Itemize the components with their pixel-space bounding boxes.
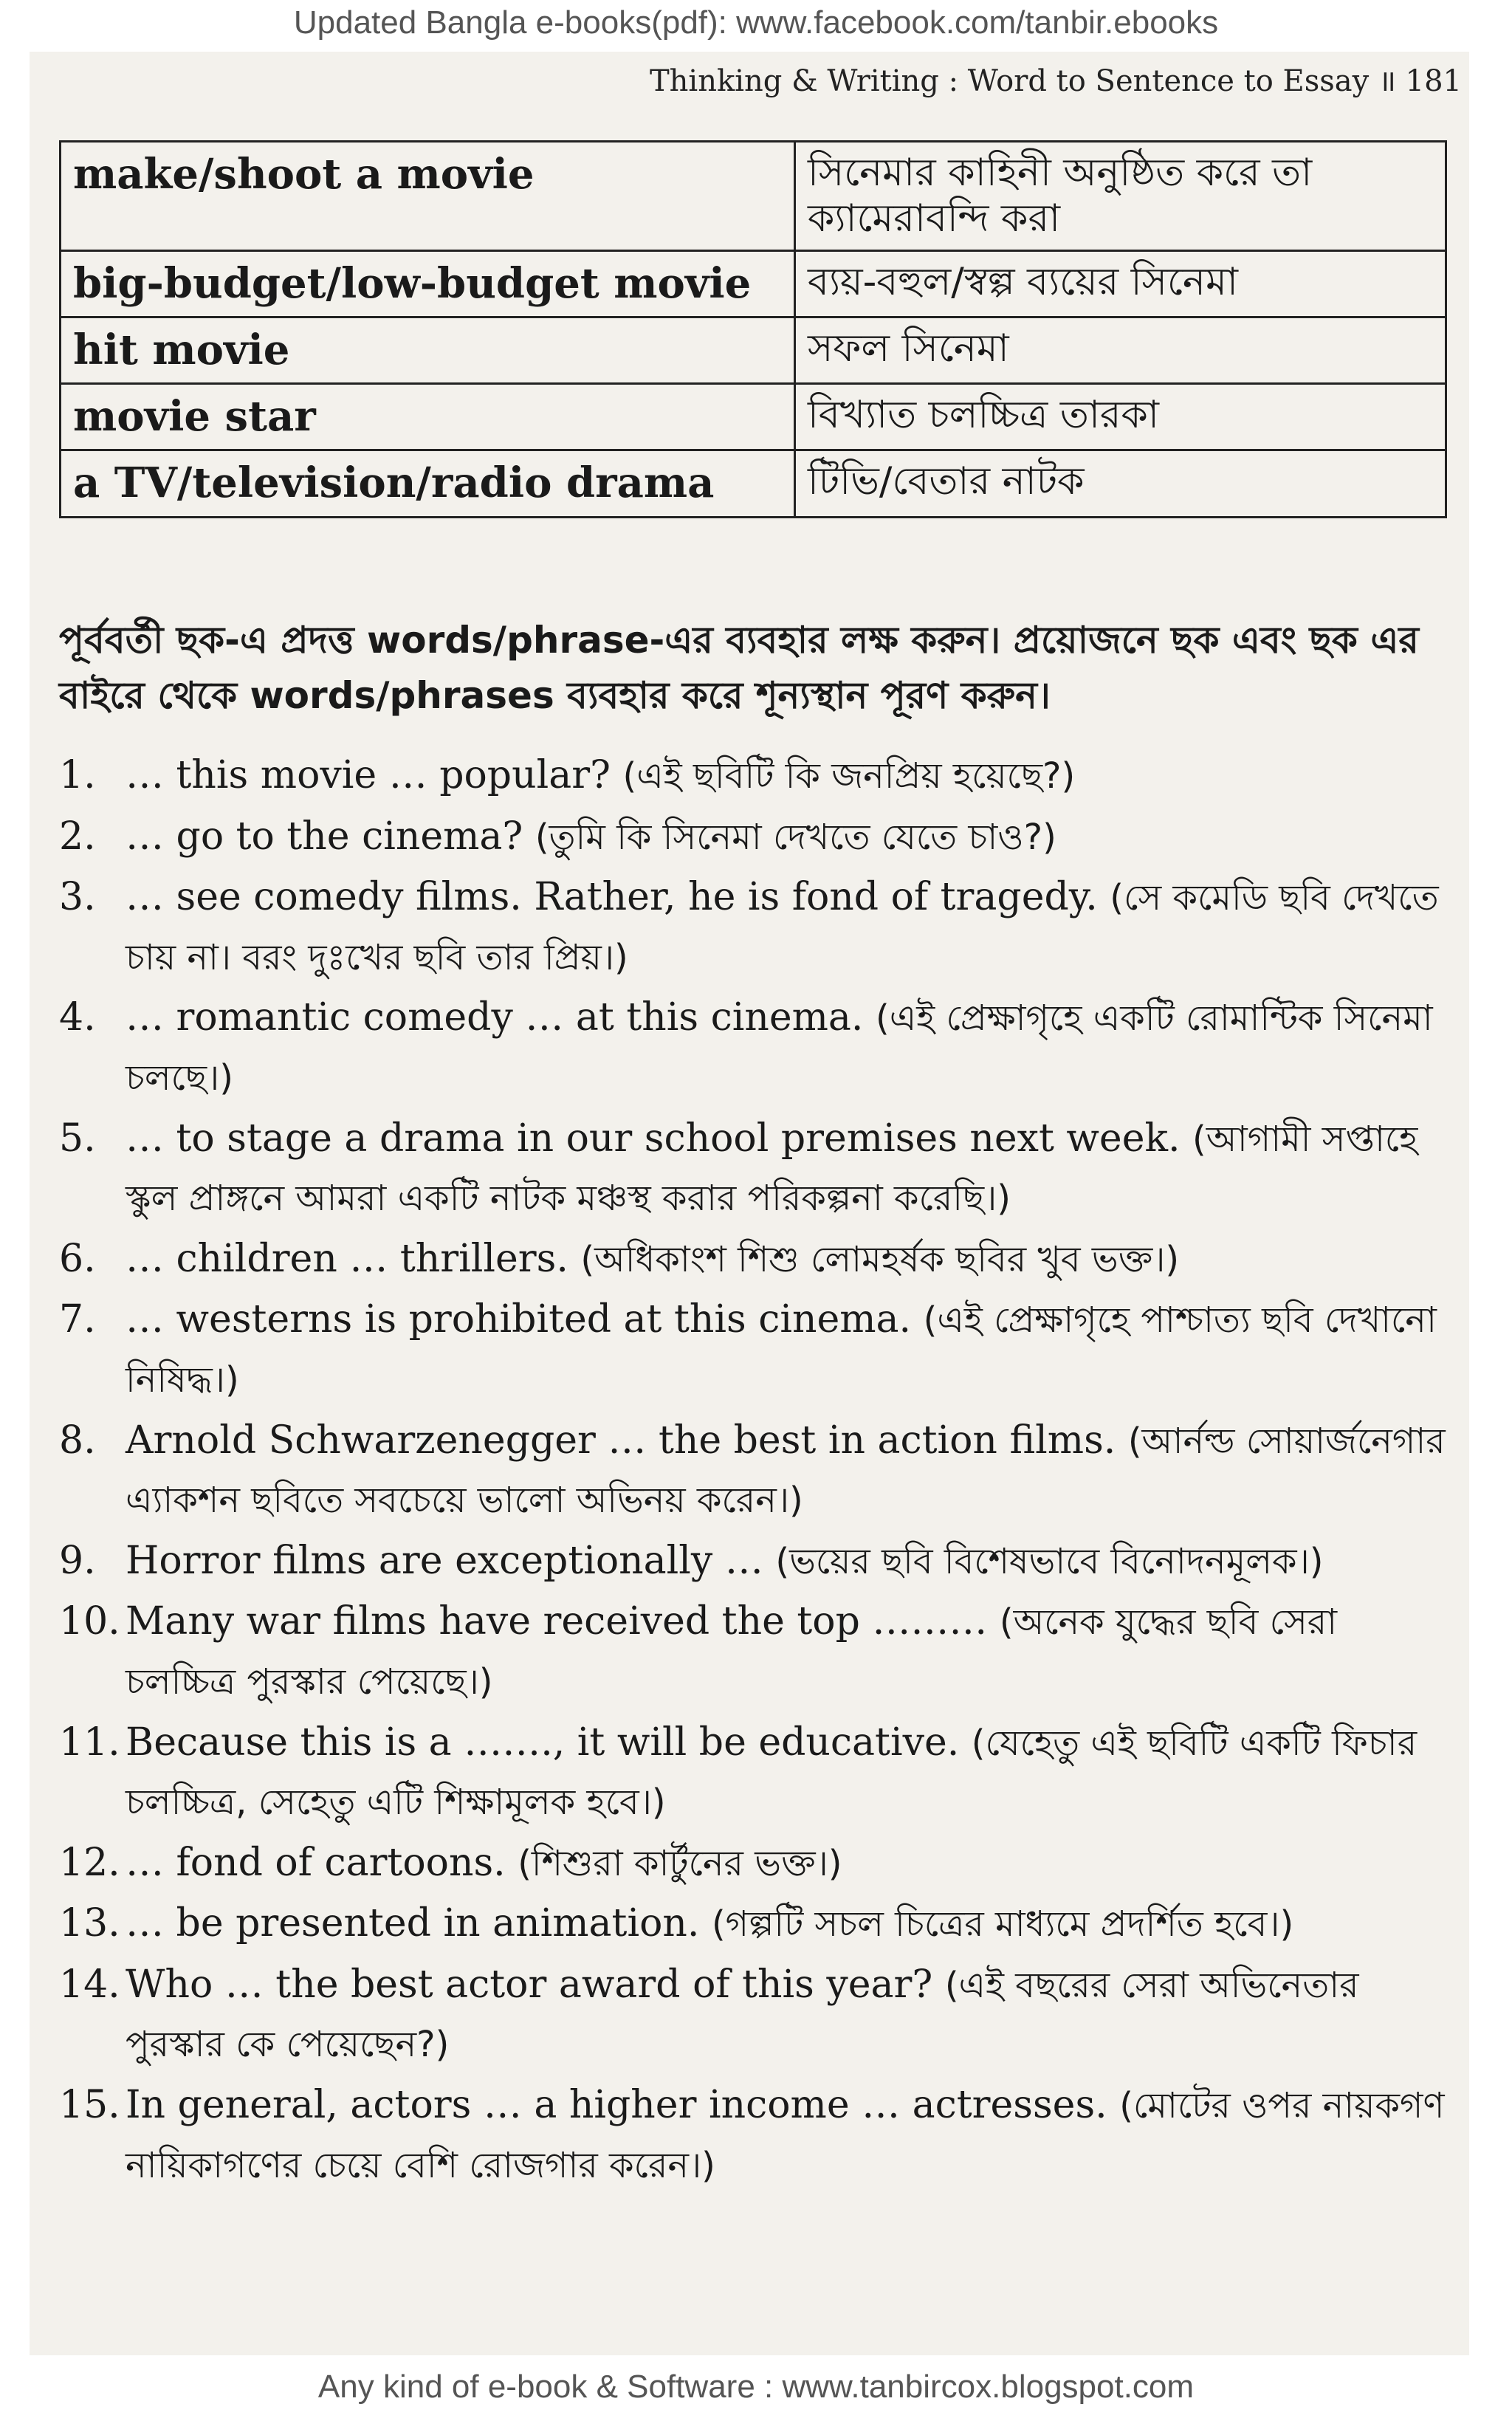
exercise-number: 10.	[59, 1599, 120, 1644]
exercise-bangla: (তুমি কি সিনেমা দেখতে যেতে চাও?)	[535, 816, 1056, 858]
vocab-meaning: বিখ্যাত চলচ্চিত্র তারকা	[795, 384, 1446, 450]
exercise-number: 5.	[59, 1116, 96, 1161]
exercise-bangla: (এই বছরের সেরা অভিনেতার পুরস্কার কে পেয়েছেন?)	[126, 1964, 1359, 2066]
exercise-item	[59, 1531, 1447, 1591]
exercise-english: Horror films are exceptionally …	[126, 1538, 763, 1583]
exercise-bangla: (যেহেতু এই ছবিটি একটি ফিচার চলচ্চিত্র, সেহেতু এটি শিক্ষামূলক হবে।)	[126, 1722, 1418, 1824]
top-banner: Updated Bangla e-books(pdf): www.facebook.com/tanbir.ebooks	[293, 4, 1219, 41]
exercise-bangla: (অনেক যুদ্ধের ছবি সেরা চলচ্চিত্র পুরস্কার পেয়েছে।)	[126, 1601, 1338, 1703]
exercise-number: 12.	[59, 1840, 120, 1885]
exercise-number: 7.	[59, 1297, 96, 1342]
exercise-number: 2.	[59, 814, 96, 859]
exercise-item	[59, 1955, 1447, 2074]
exercise-number: 14.	[59, 1962, 120, 2007]
vocab-meaning: সফল সিনেমা	[795, 317, 1446, 383]
exercise-number: 8.	[59, 1418, 96, 1463]
exercise-english: … fond of cartoons.	[126, 1840, 506, 1885]
vocab-row	[61, 142, 1446, 251]
exercise-number: 6.	[59, 1236, 96, 1281]
exercise-english: Who … the best actor award of this year?	[126, 1962, 933, 2007]
exercise-number: 1.	[59, 753, 96, 797]
vocab-table	[59, 140, 1447, 518]
exercise-item	[59, 1894, 1447, 1954]
book-page	[30, 52, 1469, 2355]
vocab-term: hit movie	[61, 317, 795, 383]
exercise-item	[59, 746, 1447, 806]
exercise-english: Arnold Schwarzenegger … the best in action films.	[126, 1418, 1116, 1463]
vocab-row	[61, 450, 1446, 517]
exercise-bangla: (এই প্রেক্ষাগৃহে একটি রোমান্টিক সিনেমা চলছে।)	[126, 997, 1433, 1099]
vocab-term: make/shoot a movie	[61, 142, 795, 251]
exercise-list	[59, 746, 1447, 2196]
exercise-item	[59, 807, 1447, 867]
vocab-meaning: সিনেমার কাহিনী অনুষ্ঠিত করে তা ক্যামেরাবন্দি করা	[795, 142, 1446, 251]
exercise-item	[59, 988, 1447, 1107]
exercise-english: … be presented in animation.	[126, 1901, 700, 1946]
vocab-term: big-budget/low-budget movie	[61, 250, 795, 317]
exercise-instructions: পূর্ববর্তী ছক-এ প্রদত্ত words/phrase-এর ব্যবহার লক্ষ করুন। প্রয়োজনে ছক এবং ছক এর বাইরে থেকে words/phrases ব্যবহার করে শূন্যস্থান পূরণ করুন।	[59, 619, 1419, 717]
exercise-english: Many war films have received the top ………	[126, 1599, 988, 1644]
exercise-english: … westerns is prohibited at this cinema.	[126, 1297, 912, 1342]
exercise-item	[59, 1109, 1447, 1228]
exercise-bangla: (আর্নল্ড সোয়ার্জনেগার এ্যাকশন ছবিতে সবচেয়ে ভালো অভিনয় করেন।)	[126, 1420, 1446, 1522]
running-head: Thinking & Writing : Word to Sentence to Essay ॥ 181	[649, 64, 1462, 98]
vocab-term: movie star	[61, 384, 795, 450]
exercise-bangla: (অধিকাংশ শিশু লোমহর্ষক ছবির খুব ভক্ত।)	[580, 1238, 1180, 1280]
exercise-bangla: (আগামী সপ্তাহে স্কুল প্রাঙ্গনে আমরা একটি নাটক মঞ্চস্থ করার পরিকল্পনা করেছি।)	[126, 1118, 1418, 1220]
exercise-bangla: (ভয়ের ছবি বিশেষভাবে বিনোদনমূলক।)	[775, 1540, 1324, 1582]
exercise-number: 4.	[59, 995, 96, 1040]
exercise-item	[59, 1411, 1447, 1530]
vocab-row	[61, 384, 1446, 450]
exercise-bangla: (এই প্রেক্ষাগৃহে পাশ্চাত্য ছবি দেখানো নিষিদ্ধ।)	[126, 1299, 1437, 1401]
vocab-meaning: ব্যয়-বহুল/স্বল্প ব্যয়ের সিনেমা	[795, 250, 1446, 317]
exercise-bangla: (শিশুরা কার্টুনের ভক্ত।)	[518, 1842, 842, 1884]
exercise-item	[59, 1290, 1447, 1409]
exercise-english: … go to the cinema?	[126, 814, 523, 859]
exercise-number: 3.	[59, 875, 96, 920]
exercise-english: … to stage a drama in our school premises next week.	[126, 1116, 1181, 1161]
exercise-english: … this movie … popular?	[126, 753, 611, 797]
exercise-item	[59, 1833, 1447, 1893]
exercise-bangla: (সে কমেডি ছবি দেখতে চায় না। বরং দুঃখের ছবি তার প্রিয়।)	[126, 877, 1439, 978]
exercise-item	[59, 2075, 1447, 2194]
exercise-item	[59, 868, 1447, 986]
vocab-row	[61, 317, 1446, 383]
exercise-english: In general, actors … a higher income … actresses.	[126, 2083, 1107, 2128]
exercise-bangla: (গল্পটি সচল চিত্রের মাধ্যমে প্রদর্শিত হবে।)	[711, 1903, 1294, 1946]
exercise-english: … children … thrillers.	[126, 1236, 568, 1281]
exercise-number: 13.	[59, 1901, 120, 1946]
bottom-banner: Any kind of e-book & Software : www.tanbircox.blogspot.com	[317, 2369, 1195, 2405]
exercise-english: … see comedy films. Rather, he is fond of tragedy.	[126, 875, 1098, 920]
exercise-bangla: (মোটের ওপর নায়কগণ নায়িকাগণের চেয়ে বেশি রোজগার করেন।)	[126, 2085, 1445, 2186]
exercise-bangla: (এই ছবিটি কি জনপ্রিয় হয়েছে?)	[622, 755, 1076, 797]
vocab-term: a TV/television/radio drama	[61, 450, 795, 517]
exercise-number: 11.	[59, 1720, 120, 1765]
exercise-english: … romantic comedy … at this cinema.	[126, 995, 864, 1040]
exercise-item	[59, 1229, 1447, 1289]
exercise-number: 9.	[59, 1538, 96, 1583]
exercise-item	[59, 1592, 1447, 1711]
exercise-item	[59, 1713, 1447, 1832]
vocab-row	[61, 250, 1446, 317]
exercise-english: Because this is a ……., it will be educative.	[126, 1720, 960, 1765]
vocab-meaning: টিভি/বেতার নাটক	[795, 450, 1446, 517]
exercise-number: 15.	[59, 2083, 120, 2128]
